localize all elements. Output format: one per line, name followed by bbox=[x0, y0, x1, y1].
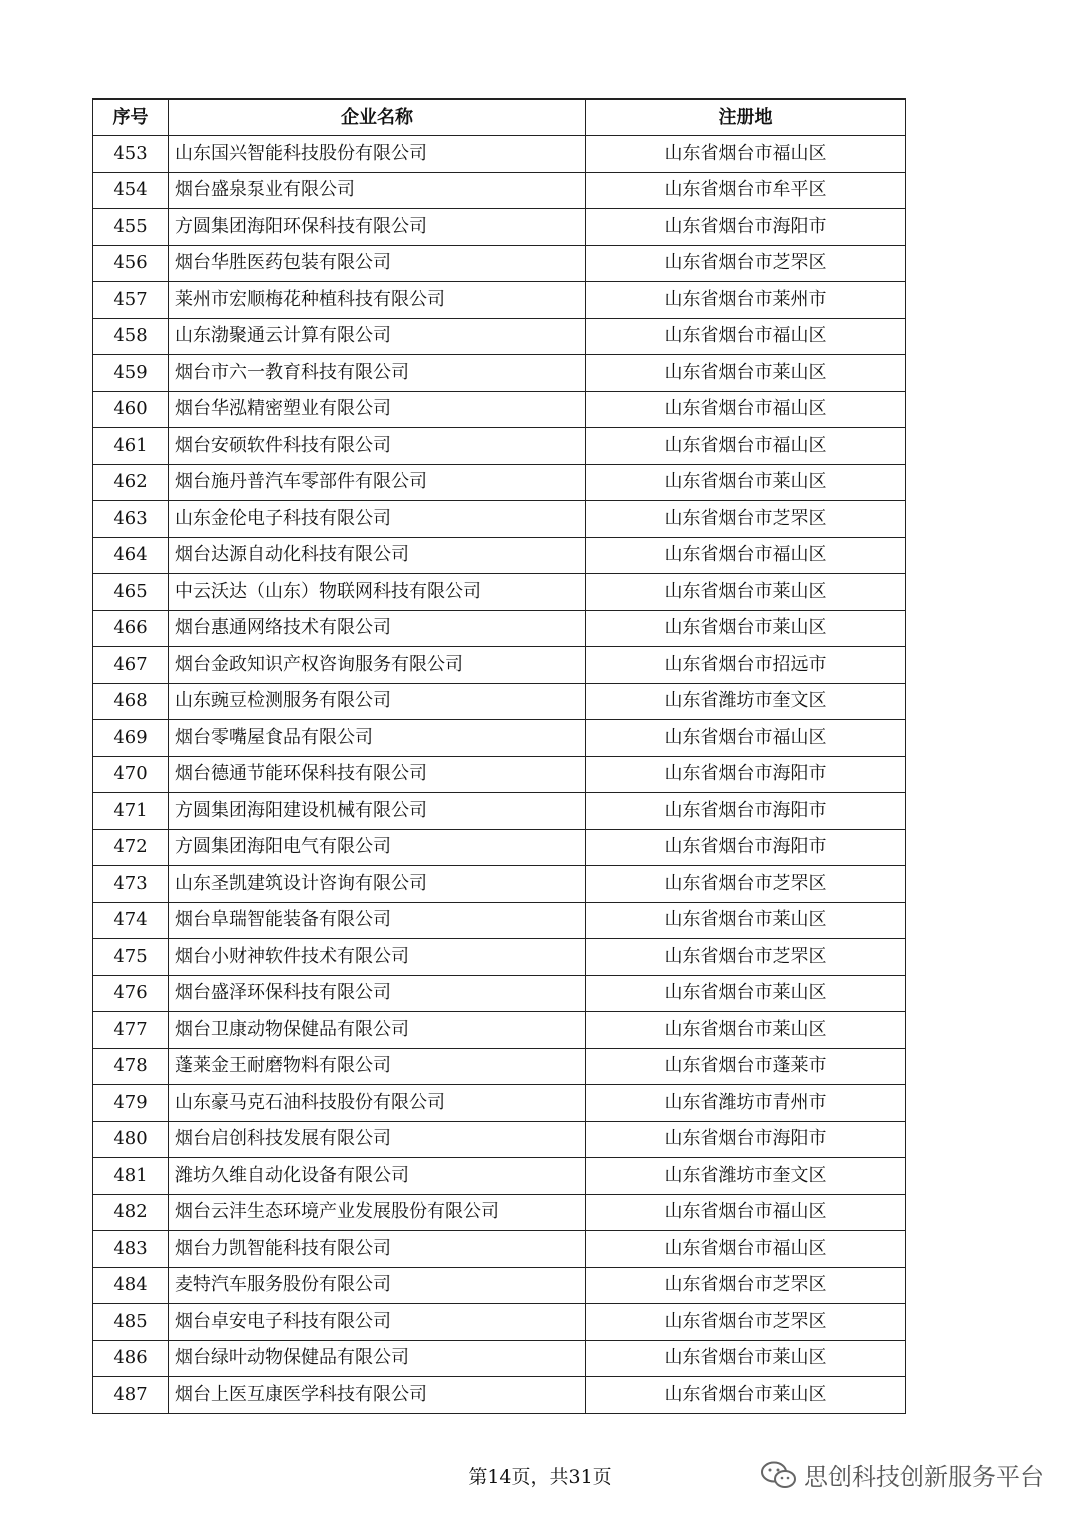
company-name-cell: 烟台德通节能环保科技有限公司 bbox=[169, 756, 586, 793]
registered-location-cell: 山东省烟台市牟平区 bbox=[586, 172, 906, 209]
serial-number-cell: 476 bbox=[93, 975, 169, 1012]
table-row bbox=[93, 1267, 906, 1304]
serial-number-cell: 483 bbox=[93, 1231, 169, 1268]
serial-number-cell: 468 bbox=[93, 683, 169, 720]
serial-number-cell: 471 bbox=[93, 793, 169, 830]
registered-location-cell: 山东省烟台市莱山区 bbox=[586, 355, 906, 392]
table-row bbox=[93, 282, 906, 319]
serial-number-cell: 469 bbox=[93, 720, 169, 757]
company-name-cell: 山东渤聚通云计算有限公司 bbox=[169, 318, 586, 355]
table-row bbox=[93, 574, 906, 611]
serial-number-cell: 478 bbox=[93, 1048, 169, 1085]
serial-number-cell: 465 bbox=[93, 574, 169, 611]
table-row bbox=[93, 683, 906, 720]
registered-location-cell: 山东省潍坊市奎文区 bbox=[586, 683, 906, 720]
serial-number-cell: 462 bbox=[93, 464, 169, 501]
company-name-cell: 山东圣凯建筑设计咨询有限公司 bbox=[169, 866, 586, 903]
table-row bbox=[93, 209, 906, 246]
registered-location-cell: 山东省烟台市蓬莱市 bbox=[586, 1048, 906, 1085]
serial-number-cell: 482 bbox=[93, 1194, 169, 1231]
serial-number-cell: 486 bbox=[93, 1340, 169, 1377]
table-row bbox=[93, 1158, 906, 1195]
company-name-cell: 山东豌豆检测服务有限公司 bbox=[169, 683, 586, 720]
table-row bbox=[93, 172, 906, 209]
company-name-cell: 山东豪马克石油科技股份有限公司 bbox=[169, 1085, 586, 1122]
company-name-cell: 中云沃达（山东）物联网科技有限公司 bbox=[169, 574, 586, 611]
registered-location-cell: 山东省烟台市莱州市 bbox=[586, 282, 906, 319]
company-name-cell: 潍坊久维自动化设备有限公司 bbox=[169, 1158, 586, 1195]
company-name-cell: 烟台惠通网络技术有限公司 bbox=[169, 610, 586, 647]
serial-number-cell: 487 bbox=[93, 1377, 169, 1414]
registered-location-cell: 山东省烟台市莱山区 bbox=[586, 975, 906, 1012]
company-name-cell: 烟台安硕软件科技有限公司 bbox=[169, 428, 586, 465]
table-row bbox=[93, 1085, 906, 1122]
table-body bbox=[93, 136, 906, 1414]
company-name-cell: 烟台施丹普汽车零部件有限公司 bbox=[169, 464, 586, 501]
table-row bbox=[93, 793, 906, 830]
table-row bbox=[93, 428, 906, 465]
registered-location-cell: 山东省烟台市海阳市 bbox=[586, 209, 906, 246]
serial-number-cell: 466 bbox=[93, 610, 169, 647]
company-name-cell: 方圆集团海阳电气有限公司 bbox=[169, 829, 586, 866]
company-name-cell: 烟台华泓精密塑业有限公司 bbox=[169, 391, 586, 428]
registered-location-cell: 山东省烟台市福山区 bbox=[586, 428, 906, 465]
company-name-cell: 烟台卓安电子科技有限公司 bbox=[169, 1304, 586, 1341]
serial-number-cell: 474 bbox=[93, 902, 169, 939]
registered-location-cell: 山东省烟台市福山区 bbox=[586, 391, 906, 428]
registered-location-cell: 山东省烟台市芝罘区 bbox=[586, 866, 906, 903]
registered-location-cell: 山东省烟台市招远市 bbox=[586, 647, 906, 684]
serial-number-cell: 460 bbox=[93, 391, 169, 428]
company-name-cell: 烟台金政知识产权咨询服务有限公司 bbox=[169, 647, 586, 684]
company-name-cell: 烟台盛泉泵业有限公司 bbox=[169, 172, 586, 209]
table-row bbox=[93, 720, 906, 757]
serial-number-cell: 480 bbox=[93, 1121, 169, 1158]
serial-number-cell: 459 bbox=[93, 355, 169, 392]
table-row bbox=[93, 245, 906, 282]
registered-location-cell: 山东省烟台市芝罘区 bbox=[586, 501, 906, 538]
company-list-table bbox=[92, 98, 906, 1414]
serial-number-cell: 464 bbox=[93, 537, 169, 574]
registered-location-cell: 山东省烟台市海阳市 bbox=[586, 793, 906, 830]
table-row bbox=[93, 1231, 906, 1268]
company-name-cell: 麦特汽车服务股份有限公司 bbox=[169, 1267, 586, 1304]
serial-number-cell: 456 bbox=[93, 245, 169, 282]
registered-location-cell: 山东省烟台市福山区 bbox=[586, 1194, 906, 1231]
serial-number-cell: 455 bbox=[93, 209, 169, 246]
table-row bbox=[93, 866, 906, 903]
registered-location-cell: 山东省烟台市福山区 bbox=[586, 136, 906, 173]
registered-location-cell: 山东省烟台市福山区 bbox=[586, 1231, 906, 1268]
company-name-cell: 莱州市宏顺梅花种植科技有限公司 bbox=[169, 282, 586, 319]
table-row bbox=[93, 939, 906, 976]
company-name-cell: 烟台绿叶动物保健品有限公司 bbox=[169, 1340, 586, 1377]
watermark-text: 思创科技创新服务平台 bbox=[804, 1463, 1044, 1491]
registered-location-cell: 山东省潍坊市奎文区 bbox=[586, 1158, 906, 1195]
serial-number-cell: 485 bbox=[93, 1304, 169, 1341]
registered-location-cell: 山东省烟台市芝罘区 bbox=[586, 1304, 906, 1341]
company-name-cell: 山东国兴智能科技股份有限公司 bbox=[169, 136, 586, 173]
serial-number-cell: 457 bbox=[93, 282, 169, 319]
table-row bbox=[93, 318, 906, 355]
serial-number-cell: 467 bbox=[93, 647, 169, 684]
table-row bbox=[93, 902, 906, 939]
table-row bbox=[93, 1121, 906, 1158]
company-name-cell: 方圆集团海阳环保科技有限公司 bbox=[169, 209, 586, 246]
company-name-cell: 方圆集团海阳建设机械有限公司 bbox=[169, 793, 586, 830]
company-name-cell: 烟台达源自动化科技有限公司 bbox=[169, 537, 586, 574]
registered-location-cell: 山东省烟台市莱山区 bbox=[586, 464, 906, 501]
registered-location-cell: 山东省烟台市福山区 bbox=[586, 318, 906, 355]
company-name-cell: 烟台盛泽环保科技有限公司 bbox=[169, 975, 586, 1012]
table-row bbox=[93, 136, 906, 173]
registered-location-cell: 山东省潍坊市青州市 bbox=[586, 1085, 906, 1122]
serial-number-cell: 461 bbox=[93, 428, 169, 465]
serial-number-cell: 454 bbox=[93, 172, 169, 209]
registered-location-cell: 山东省烟台市莱山区 bbox=[586, 1012, 906, 1049]
company-name-cell: 烟台上医互康医学科技有限公司 bbox=[169, 1377, 586, 1414]
table-header-row bbox=[93, 99, 906, 136]
company-name-cell: 烟台零嘴屋食品有限公司 bbox=[169, 720, 586, 757]
registered-location-cell: 山东省烟台市海阳市 bbox=[586, 756, 906, 793]
table-row bbox=[93, 391, 906, 428]
serial-number-cell: 477 bbox=[93, 1012, 169, 1049]
serial-number-cell: 458 bbox=[93, 318, 169, 355]
serial-number-cell: 475 bbox=[93, 939, 169, 976]
table-row bbox=[93, 1012, 906, 1049]
serial-number-cell: 484 bbox=[93, 1267, 169, 1304]
company-name-cell: 烟台卫康动物保健品有限公司 bbox=[169, 1012, 586, 1049]
company-name-cell: 山东金伦电子科技有限公司 bbox=[169, 501, 586, 538]
header-company-name: 企业名称 bbox=[169, 99, 586, 136]
header-serial-number: 序号 bbox=[93, 99, 169, 136]
table-row bbox=[93, 647, 906, 684]
registered-location-cell: 山东省烟台市芝罘区 bbox=[586, 939, 906, 976]
registered-location-cell: 山东省烟台市福山区 bbox=[586, 537, 906, 574]
registered-location-cell: 山东省烟台市莱山区 bbox=[586, 610, 906, 647]
company-name-cell: 蓬莱金王耐磨物料有限公司 bbox=[169, 1048, 586, 1085]
table-row bbox=[93, 756, 906, 793]
company-name-cell: 烟台华胜医药包装有限公司 bbox=[169, 245, 586, 282]
serial-number-cell: 473 bbox=[93, 866, 169, 903]
serial-number-cell: 470 bbox=[93, 756, 169, 793]
registered-location-cell: 山东省烟台市芝罘区 bbox=[586, 1267, 906, 1304]
table-row bbox=[93, 1304, 906, 1341]
registered-location-cell: 山东省烟台市莱山区 bbox=[586, 1340, 906, 1377]
table-row bbox=[93, 355, 906, 392]
table-row bbox=[93, 975, 906, 1012]
serial-number-cell: 463 bbox=[93, 501, 169, 538]
registered-location-cell: 山东省烟台市莱山区 bbox=[586, 574, 906, 611]
table-row bbox=[93, 1048, 906, 1085]
registered-location-cell: 山东省烟台市芝罘区 bbox=[586, 245, 906, 282]
registered-location-cell: 山东省烟台市莱山区 bbox=[586, 1377, 906, 1414]
registered-location-cell: 山东省烟台市海阳市 bbox=[586, 829, 906, 866]
serial-number-cell: 479 bbox=[93, 1085, 169, 1122]
table-row bbox=[93, 1194, 906, 1231]
table-row bbox=[93, 829, 906, 866]
serial-number-cell: 481 bbox=[93, 1158, 169, 1195]
page-number: 第14页，共31页 bbox=[468, 1466, 612, 1488]
registered-location-cell: 山东省烟台市海阳市 bbox=[586, 1121, 906, 1158]
registered-location-cell: 山东省烟台市莱山区 bbox=[586, 902, 906, 939]
watermark bbox=[760, 1457, 1044, 1492]
serial-number-cell: 472 bbox=[93, 829, 169, 866]
header-registered-location: 注册地 bbox=[586, 99, 906, 136]
table-row bbox=[93, 1377, 906, 1414]
registered-location-cell: 山东省烟台市福山区 bbox=[586, 720, 906, 757]
table-row bbox=[93, 537, 906, 574]
table-row bbox=[93, 464, 906, 501]
company-name-cell: 烟台小财神软件技术有限公司 bbox=[169, 939, 586, 976]
serial-number-cell: 453 bbox=[93, 136, 169, 173]
company-name-cell: 烟台力凯智能科技有限公司 bbox=[169, 1231, 586, 1268]
table-row bbox=[93, 1340, 906, 1377]
table-row bbox=[93, 610, 906, 647]
company-name-cell: 烟台市六一教育科技有限公司 bbox=[169, 355, 586, 392]
company-name-cell: 烟台云沣生态环境产业发展股份有限公司 bbox=[169, 1194, 586, 1231]
company-name-cell: 烟台启创科技发展有限公司 bbox=[169, 1121, 586, 1158]
company-name-cell: 烟台阜瑞智能装备有限公司 bbox=[169, 902, 586, 939]
table-row bbox=[93, 501, 906, 538]
wechat-icon bbox=[760, 1460, 798, 1490]
